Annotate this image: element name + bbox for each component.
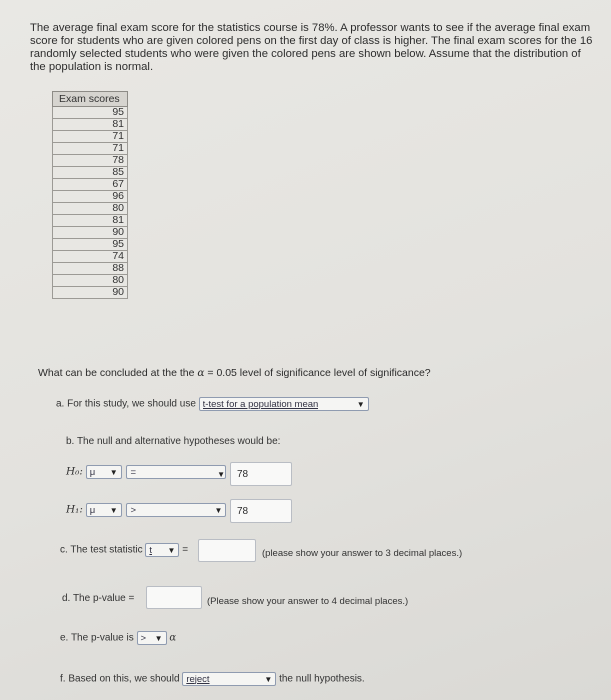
alt-hypothesis-row [66, 503, 226, 517]
chevron-down-icon: ▼ [356, 399, 365, 409]
score-cell: 85 [53, 167, 128, 179]
alpha-symbol: α [197, 367, 205, 379]
score-cell: 95 [53, 107, 128, 119]
score-cell: 81 [53, 119, 128, 131]
h1-operator-select[interactable]: > ▼ [126, 503, 226, 517]
chevron-down-icon: ▼ [167, 545, 176, 555]
score-cell: 80 [53, 275, 128, 287]
table-row [53, 251, 128, 263]
p-value-input[interactable] [146, 586, 202, 609]
table-header: Exam scores [53, 92, 128, 107]
chevron-down-icon: ▼ [109, 467, 118, 477]
score-cell: 95 [53, 239, 128, 251]
part-d-label: d. The p-value = [62, 593, 135, 604]
table-row [53, 203, 128, 215]
chevron-down-icon: ▼ [214, 505, 223, 515]
score-cell: 78 [53, 155, 128, 167]
problem-statement: The average final exam score for the statistics course is 78%. A professor wants to see if the average final exam score for students who are given colored pens on the first day of class is higher. The final exam scores for the 16 randomly selected students who were given the colored pens are shown below. Assume that the distribution of the population is normal. [30, 22, 593, 73]
h0-parameter-select[interactable]: μ ▼ [86, 465, 122, 479]
score-cell: 67 [53, 179, 128, 191]
h1-parameter-select[interactable]: μ ▼ [86, 503, 122, 517]
table-row [53, 107, 128, 119]
table-row [53, 287, 128, 299]
part-d-note: (Please show your answer to 4 decimal places.) [207, 596, 409, 607]
h1-label: H₁: [66, 503, 83, 516]
score-cell: 88 [53, 263, 128, 275]
score-cell: 81 [53, 215, 128, 227]
table-row [53, 179, 128, 191]
score-cell: 96 [53, 191, 128, 203]
part-b-label: b. The null and alternative hypotheses would be: [66, 436, 281, 447]
test-statistic-input[interactable] [198, 539, 256, 562]
table-row [53, 227, 128, 239]
table-row [53, 275, 128, 287]
chevron-down-icon: ▼ [154, 633, 163, 643]
part-e: e. The p-value is > ▼ α [60, 632, 177, 644]
exam-scores-table [52, 91, 128, 299]
alpha-symbol: α [169, 632, 177, 644]
test-statistic-select[interactable]: t ▼ [145, 543, 179, 557]
part-c: c. The test statistic t ▼ = [60, 544, 189, 556]
score-cell: 80 [53, 203, 128, 215]
score-cell: 74 [53, 251, 128, 263]
test-type-select[interactable]: t-test for a population mean ▼ [199, 397, 369, 411]
table-row [53, 143, 128, 155]
table-row [53, 167, 128, 179]
part-c-note: (please show your answer to 3 decimal places.) [262, 548, 463, 559]
part-a: a. For this study, we should use t-test for a population mean ▼ [56, 397, 369, 411]
table-row [53, 215, 128, 227]
table-row [53, 191, 128, 203]
table-row [53, 131, 128, 143]
conclusion-select[interactable]: reject ▼ [182, 672, 276, 686]
score-cell: 71 [53, 143, 128, 155]
h0-value-field[interactable]: 78 [230, 462, 292, 486]
chevron-down-icon: ▼ [264, 674, 273, 684]
chevron-down-icon: ▼ [217, 469, 225, 479]
score-cell: 90 [53, 227, 128, 239]
table-row [53, 239, 128, 251]
chevron-down-icon: ▼ [109, 505, 118, 515]
score-cell: 90 [53, 287, 128, 299]
table-row [53, 263, 128, 275]
part-f: f. Based on this, we should reject ▼ the null hypothesis. [60, 673, 365, 685]
h0-operator-select[interactable]: = [126, 465, 226, 479]
h0-operator-arrow[interactable] [124, 467, 228, 481]
score-cell: 71 [53, 131, 128, 143]
p-value-comparison-select[interactable]: > ▼ [137, 631, 167, 645]
h0-label: H₀: [66, 465, 83, 478]
h1-value-field[interactable]: 78 [230, 499, 292, 523]
question-text: What can be concluded at the the α = 0.05 level of significance level of significance? [38, 367, 431, 379]
table-row [53, 155, 128, 167]
table-row [53, 119, 128, 131]
